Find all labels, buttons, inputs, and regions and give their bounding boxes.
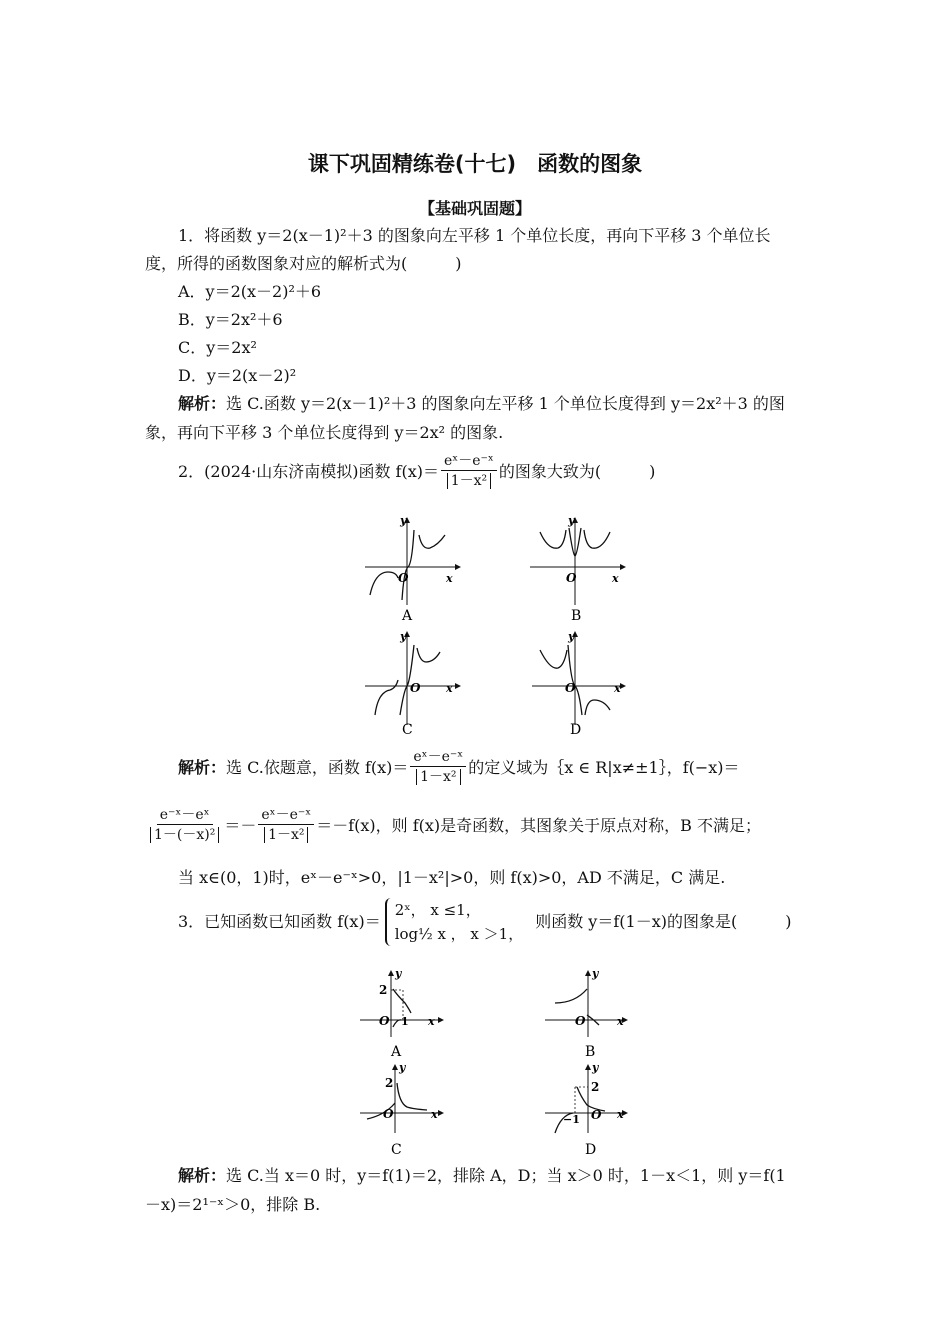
- q2-solution-fraction3-den: 1－x²: [264, 827, 308, 843]
- q3-stem-prefix: 3．已知函数已知函数 f(x)＝: [178, 912, 381, 931]
- q3-c-origin: O: [383, 1107, 394, 1121]
- q1-option-d: D．y＝2(x－2)²: [178, 366, 297, 385]
- q2-solution-text-c: ＝－f(x)，则 f(x)是奇函数，其图象关于原点对称，B 不满足；: [316, 815, 761, 835]
- q2-solution-fraction1-num: eˣ－e⁻ˣ: [410, 748, 466, 767]
- q3-solution-label: 解析：: [178, 1166, 227, 1185]
- q3-d-y-label: y: [592, 1061, 599, 1074]
- q3-d-x-label: x: [617, 1108, 624, 1121]
- q2-c-label: C: [402, 722, 413, 738]
- q2-solution-fraction1: [410, 748, 466, 787]
- q2-a-y-label: y: [400, 514, 407, 527]
- q2-solution-line3: 当 x∈(0，1)时，eˣ－e⁻ˣ>0，|1－x²|>0，则 f(x)>0，AD 不满足，C 满足.: [178, 868, 726, 887]
- q1-solution-text1: 选 C.函数 y＝2(x－1)²＋3 的图象向左平移 1 个单位长度得到 y＝2x²＋3 的图: [226, 394, 785, 413]
- q3-a-tick-2: 2: [379, 983, 388, 997]
- q2-stem: [178, 452, 655, 491]
- q2-stem-suffix: 的图象大致为( ): [498, 461, 656, 481]
- q2-solution-line2: [145, 806, 761, 845]
- q1-option-a: A．y＝2(x－2)²＋6: [178, 282, 322, 301]
- q3-stem: [178, 898, 791, 946]
- q3-stem-suffix: 则函数 y＝f(1－x)的图象是( ): [535, 912, 792, 931]
- q3-d-tick-minus1: −1: [563, 1113, 580, 1126]
- q2-graphs: [360, 510, 630, 750]
- q2-fraction-denominator: 1－x²: [447, 473, 491, 489]
- q3-graph-c: [360, 1061, 443, 1158]
- q1-solution-label: 解析：: [178, 394, 227, 413]
- q2-graph-c: [365, 630, 460, 738]
- q2-fraction-numerator: eˣ－e⁻ˣ: [441, 452, 497, 471]
- q2-b-label: B: [571, 608, 582, 624]
- q2-solution-label: 解析：: [178, 757, 227, 777]
- q3-piece-2: log½ x ， x ＞1，: [394, 925, 524, 943]
- q3-b-y-label: y: [592, 967, 599, 980]
- q2-b-y-label: y: [568, 514, 575, 527]
- q3-piece-1: 2ˣ， x ≤1，: [394, 901, 481, 919]
- q2-d-origin: O: [565, 681, 576, 695]
- q2-c-x-label: x: [446, 682, 453, 695]
- q2-d-x-label: x: [614, 682, 621, 695]
- q2-solution-fraction2: [147, 806, 222, 845]
- q2-b-x-label: x: [612, 572, 619, 585]
- q2-solution-fraction1-den: 1－x²: [416, 769, 460, 785]
- q2-fraction: [441, 452, 497, 491]
- q2-d-y-label: y: [568, 630, 575, 643]
- q2-solution-line1: [178, 748, 740, 787]
- q3-graph-b: [545, 967, 627, 1060]
- q2-solution-fraction2-num: e⁻ˣ－eˣ: [157, 806, 213, 825]
- q1-option-b: B．y＝2x²＋6: [178, 310, 283, 329]
- q2-solution-fraction2-den: 1－(－x)²: [150, 827, 219, 843]
- q3-c-y-label: y: [399, 1061, 406, 1074]
- q2-solution-fraction3: [258, 806, 314, 845]
- q3-c-tick-2: 2: [385, 1076, 394, 1090]
- q2-solution-text-a: 选 C.依题意，函数 f(x)＝: [226, 757, 409, 777]
- q2-a-label: A: [402, 608, 413, 624]
- q2-solution-text-b: 的定义域为｛x ∈ R|x≠±1｝，f(−x)＝: [468, 757, 740, 777]
- q3-d-origin: O: [591, 1108, 602, 1122]
- q3-a-y-label: y: [395, 967, 402, 980]
- q2-d-label: D: [570, 722, 582, 738]
- q3-graphs: [355, 965, 635, 1160]
- q3-d-tick-2: 2: [591, 1080, 600, 1094]
- q1-solution-line1: [178, 394, 785, 414]
- q3-a-origin: O: [379, 1014, 390, 1028]
- q3-d-label: D: [585, 1142, 597, 1158]
- q3-piecewise: [385, 898, 532, 946]
- q2-a-origin: O: [398, 571, 409, 585]
- q3-c-x-label: x: [431, 1108, 438, 1121]
- q2-graph-d: [532, 630, 625, 738]
- q3-b-x-label: x: [617, 1015, 624, 1028]
- page-title: 课下巩固精练卷(十七) 函数的图象: [307, 152, 643, 176]
- q2-graph-b: [530, 514, 625, 624]
- q1-stem-line1: 1．将函数 y＝2(x－1)²＋3 的图象向左平移 1 个单位长度，再向下平移 3 个单位长: [178, 226, 771, 245]
- q2-c-y-label: y: [400, 630, 407, 643]
- q2-c-origin: O: [410, 681, 421, 695]
- q2-graph-a: [365, 514, 460, 624]
- q2-solution-eq: ＝－: [224, 815, 257, 835]
- q3-c-label: C: [391, 1142, 402, 1158]
- q3-b-label: B: [585, 1044, 596, 1060]
- q3-b-origin: O: [575, 1014, 586, 1028]
- section-heading: 【基础巩固题】: [418, 199, 531, 218]
- q3-solution-text1: 选 C.当 x＝0 时，y＝f(1)＝2，排除 A，D；当 x＞0 时，1－x＜1，则 y＝f(1: [226, 1166, 786, 1185]
- q3-graph-a: [360, 967, 443, 1060]
- q1-solution-line2: 象，再向下平移 3 个单位长度得到 y＝2x² 的图象.: [145, 423, 504, 442]
- q3-solution-line2: －x)＝2¹⁻ˣ＞0，排除 B.: [145, 1195, 321, 1214]
- q3-a-tick-1: 1: [401, 1015, 409, 1028]
- q3-a-label: A: [391, 1044, 402, 1060]
- q2-solution-fraction3-num: eˣ－e⁻ˣ: [258, 806, 314, 825]
- q2-stem-prefix: 2．(2024·山东济南模拟)函数 f(x)＝: [178, 461, 439, 481]
- q2-b-origin: O: [566, 571, 577, 585]
- q1-option-c: C．y＝2x²: [178, 338, 257, 357]
- q3-a-x-label: x: [428, 1015, 435, 1028]
- q3-solution-line1: [178, 1166, 786, 1186]
- q3-graph-d: [545, 1061, 627, 1158]
- q2-a-x-label: x: [446, 572, 453, 585]
- q1-stem-line2: 度，所得的函数图象对应的解析式为( ): [145, 254, 462, 273]
